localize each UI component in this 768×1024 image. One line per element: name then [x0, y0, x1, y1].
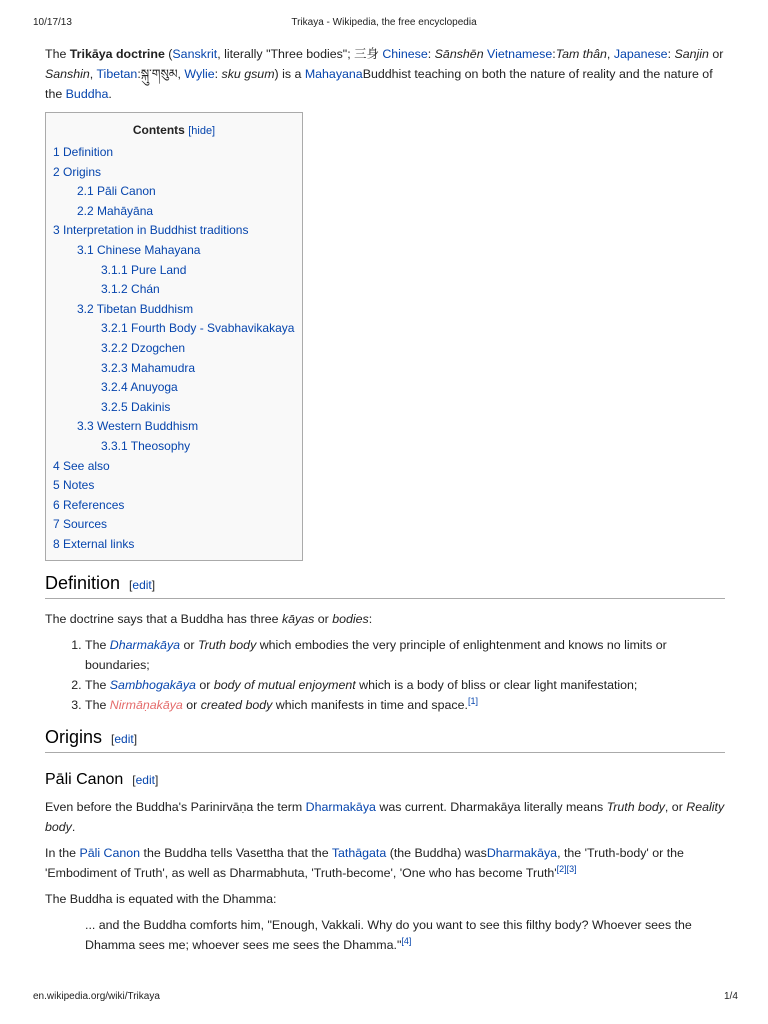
toc-item: [46, 359, 302, 379]
pali-paragraph-1: [45, 797, 725, 837]
print-header: [0, 17, 768, 31]
text: :: [368, 612, 373, 627]
sanjin-term: Sanjin: [674, 47, 709, 61]
tibetan-link[interactable]: Tibetan: [96, 67, 138, 81]
origins-heading: [45, 725, 725, 753]
pali-paragraph-2: [45, 843, 725, 883]
tamthan-term: Tam thân: [555, 47, 607, 61]
toc-link[interactable]: 8 External links: [53, 536, 135, 551]
sanskrit-link[interactable]: Sanskrit: [172, 47, 218, 61]
text: :: [667, 47, 675, 61]
tathagata-link[interactable]: Tathāgata: [331, 846, 387, 861]
toc-item: [46, 398, 302, 418]
reference-link[interactable]: [4]: [401, 936, 412, 947]
truth-body-term: Truth body: [197, 638, 257, 653]
sanshin-term: Sanshin: [45, 67, 90, 81]
quote-text: ... and the Buddha comforts him, "Enough, Vakkali. Why do you want to see this filthy body? Whoever sees the Dhamma sees me; whoever sees me sees the Dhamma.": [85, 918, 692, 953]
three-bodies-list: [45, 635, 725, 715]
chinese-link[interactable]: Chinese: [382, 47, 428, 61]
sanshen-term: Sānshēn: [434, 47, 484, 61]
text: ,: [606, 47, 614, 61]
wylie-link[interactable]: Wylie: [184, 67, 215, 81]
toc-item: [46, 300, 302, 320]
toc-title-text: Contents: [132, 123, 185, 137]
toc-link[interactable]: 5 Notes: [53, 478, 95, 493]
edit-section-link[interactable]: [edit]: [111, 732, 138, 747]
nirmanakaya-link[interactable]: [110, 698, 183, 712]
toc-link[interactable]: 4 See also: [53, 458, 110, 473]
text: The: [85, 678, 110, 693]
created-body-term: created body: [200, 698, 273, 713]
edit-label[interactable]: edit: [135, 773, 155, 788]
text: , or: [664, 800, 687, 815]
text: the Buddha tells Vasettha that the: [140, 846, 332, 861]
toc-link[interactable]: 2.2 Mahāyāna: [77, 203, 154, 218]
truth-body-term: Truth body: [606, 800, 665, 815]
definition-heading: [45, 571, 725, 599]
text: ) is a: [274, 67, 305, 81]
toc-item: [46, 221, 302, 241]
text: The: [85, 638, 110, 653]
text: In the: [45, 846, 80, 861]
list-item: [85, 635, 725, 675]
text: Even before the Buddha's Parinirvāṇa the term: [45, 800, 306, 815]
print-url: en.wikipedia.org/wiki/Trikaya: [33, 991, 160, 1002]
text: :: [214, 67, 222, 81]
block-quote: [85, 915, 725, 955]
toc-item: [46, 261, 302, 281]
toc-link[interactable]: 3.2 Tibetan Buddhism: [77, 301, 194, 316]
toc-item: [46, 182, 302, 202]
text: :: [427, 47, 435, 61]
edit-section-link[interactable]: [edit]: [132, 773, 159, 788]
article-content: [45, 44, 725, 955]
toc-link[interactable]: 1 Definition: [53, 145, 114, 159]
page-number: 1/4: [724, 991, 738, 1002]
japanese-link[interactable]: Japanese: [613, 47, 668, 61]
text: , the 'Truth-body' or the 'Embodiment of Truth', as well as Dharmabhuta, 'Truth-become', 'One who has become Truth': [45, 846, 684, 881]
text: .: [71, 820, 76, 835]
toc-item: [46, 535, 302, 555]
toc-link[interactable]: 2 Origins: [53, 164, 102, 179]
toc-link[interactable]: 3.1 Chinese Mahayana: [77, 242, 201, 257]
text: The: [85, 698, 110, 713]
toc-link[interactable]: 7 Sources: [53, 517, 108, 532]
pali-canon-heading-text: Pāli Canon: [45, 771, 124, 789]
toc-link[interactable]: 3.3.1 Theosophy: [101, 438, 191, 453]
definition-heading-text: Definition: [45, 573, 121, 594]
table-of-contents: [45, 112, 303, 561]
dharmakaya-link-text[interactable]: Dharmakāya: [109, 638, 181, 653]
edit-label[interactable]: edit: [132, 578, 152, 593]
toc-item: [46, 241, 302, 261]
list-item: [85, 695, 725, 715]
toc-link[interactable]: 3.2.4 Anuyoga: [101, 380, 178, 395]
toc-link[interactable]: 3.2.5 Dakinis: [101, 399, 171, 414]
toc-item: [46, 163, 302, 183]
tibetan-script: :སྐུ་གསུམ: [137, 67, 178, 81]
buddha-link[interactable]: Buddha: [65, 87, 109, 101]
toc-link[interactable]: 2.1 Pāli Canon: [77, 184, 156, 199]
toc-item: [46, 378, 302, 398]
sambhogakaya-link[interactable]: [110, 678, 196, 692]
toc-link[interactable]: 3.1.2 Chán: [101, 282, 160, 297]
toc-hide-toggle[interactable]: [hide]: [188, 125, 216, 137]
pali-paragraph-3: The Buddha is equated with the Dhamma:: [45, 892, 277, 907]
text: The: [45, 47, 70, 61]
kayas-term: kāyas: [281, 612, 315, 627]
skugsum-term: sku gsum: [221, 67, 275, 81]
dharmakaya-link[interactable]: [110, 638, 180, 652]
toc-item: [46, 437, 302, 457]
dharmakaya-link[interactable]: Dharmakāya: [305, 800, 376, 815]
toc-link[interactable]: 3 Interpretation in Buddhist traditions: [53, 223, 249, 238]
origins-heading-text: Origins: [45, 727, 103, 748]
vietnamese-link[interactable]: Vietnamese: [487, 47, 553, 61]
bodies-term: bodies: [332, 612, 369, 627]
toc-link[interactable]: 3.2.2 Dzogchen: [101, 340, 186, 355]
toc-item: [46, 476, 302, 496]
toc-link[interactable]: 3.3 Western Buddhism: [77, 419, 199, 434]
text: which manifests in time and space.: [272, 698, 468, 713]
dharmakaya-link[interactable]: Dharmakāya: [486, 846, 558, 861]
text: or: [180, 638, 198, 653]
edit-label[interactable]: edit: [114, 732, 134, 747]
text: was current. Dharmakāya literally means: [375, 800, 607, 815]
toc-item: [46, 457, 302, 477]
text: which embodies the very principle of enlightenment and knows no limits or boundaries;: [85, 638, 667, 673]
toc-item: [46, 280, 302, 300]
toc-item: [46, 319, 302, 339]
toc-item: [46, 496, 302, 516]
reference-link[interactable]: [2][3]: [556, 864, 577, 875]
toc-item: [46, 417, 302, 437]
list-item: [85, 675, 725, 695]
toc-link[interactable]: 6 References: [53, 497, 125, 512]
toc-item: [46, 143, 302, 163]
toc-item: [46, 202, 302, 222]
mutual-enjoyment-term: body of mutual enjoyment: [213, 678, 356, 693]
edit-section-link[interactable]: [edit]: [129, 578, 156, 593]
intro-paragraph: [45, 44, 725, 104]
pali-canon-link[interactable]: Pāli Canon: [79, 846, 141, 861]
reference-link[interactable]: [1]: [467, 696, 478, 707]
text: The doctrine says that a Buddha has three: [45, 612, 282, 627]
toc-link[interactable]: 3.1.1 Pure Land: [101, 262, 187, 277]
text: or: [314, 612, 333, 627]
text: ,: [177, 67, 185, 81]
text: (: [164, 47, 173, 61]
text: or: [182, 698, 201, 713]
toc-link[interactable]: 3.2.3 Mahamudra: [101, 360, 196, 375]
mahayana-link[interactable]: Mahayana: [304, 67, 363, 81]
toc-title: [46, 119, 302, 142]
text: which is a body of bliss or clear light manifestation;: [355, 678, 638, 693]
text: , literally "Three bodies"; 三身: [217, 47, 383, 61]
reality-body-term: Reality body: [45, 800, 725, 835]
text: ,: [89, 67, 97, 81]
nirmanakaya-link-text[interactable]: Nirmāṇakāya: [109, 698, 183, 713]
toc-item: [46, 339, 302, 359]
text: .: [108, 87, 112, 101]
toc-link[interactable]: 3.2.1 Fourth Body - Svabhavikakaya: [101, 321, 295, 336]
pali-canon-heading: [45, 769, 725, 791]
text: :: [552, 47, 556, 61]
text: Buddhist teaching on both the nature of reality and the nature of the: [45, 67, 713, 101]
toc-item: [46, 515, 302, 535]
toc-list: [46, 143, 302, 554]
definition-paragraph: [45, 609, 725, 629]
text: or: [195, 678, 214, 693]
text: (the Buddha) was: [386, 846, 487, 861]
sambhogakaya-link-text[interactable]: Sambhogakāya: [109, 678, 196, 693]
print-date: 10/17/13: [33, 17, 72, 28]
text: or: [708, 47, 724, 61]
intro-bold-term: Trikāya doctrine: [69, 47, 165, 61]
print-title: Trikaya - Wikipedia, the free encyclopedia: [291, 17, 477, 28]
